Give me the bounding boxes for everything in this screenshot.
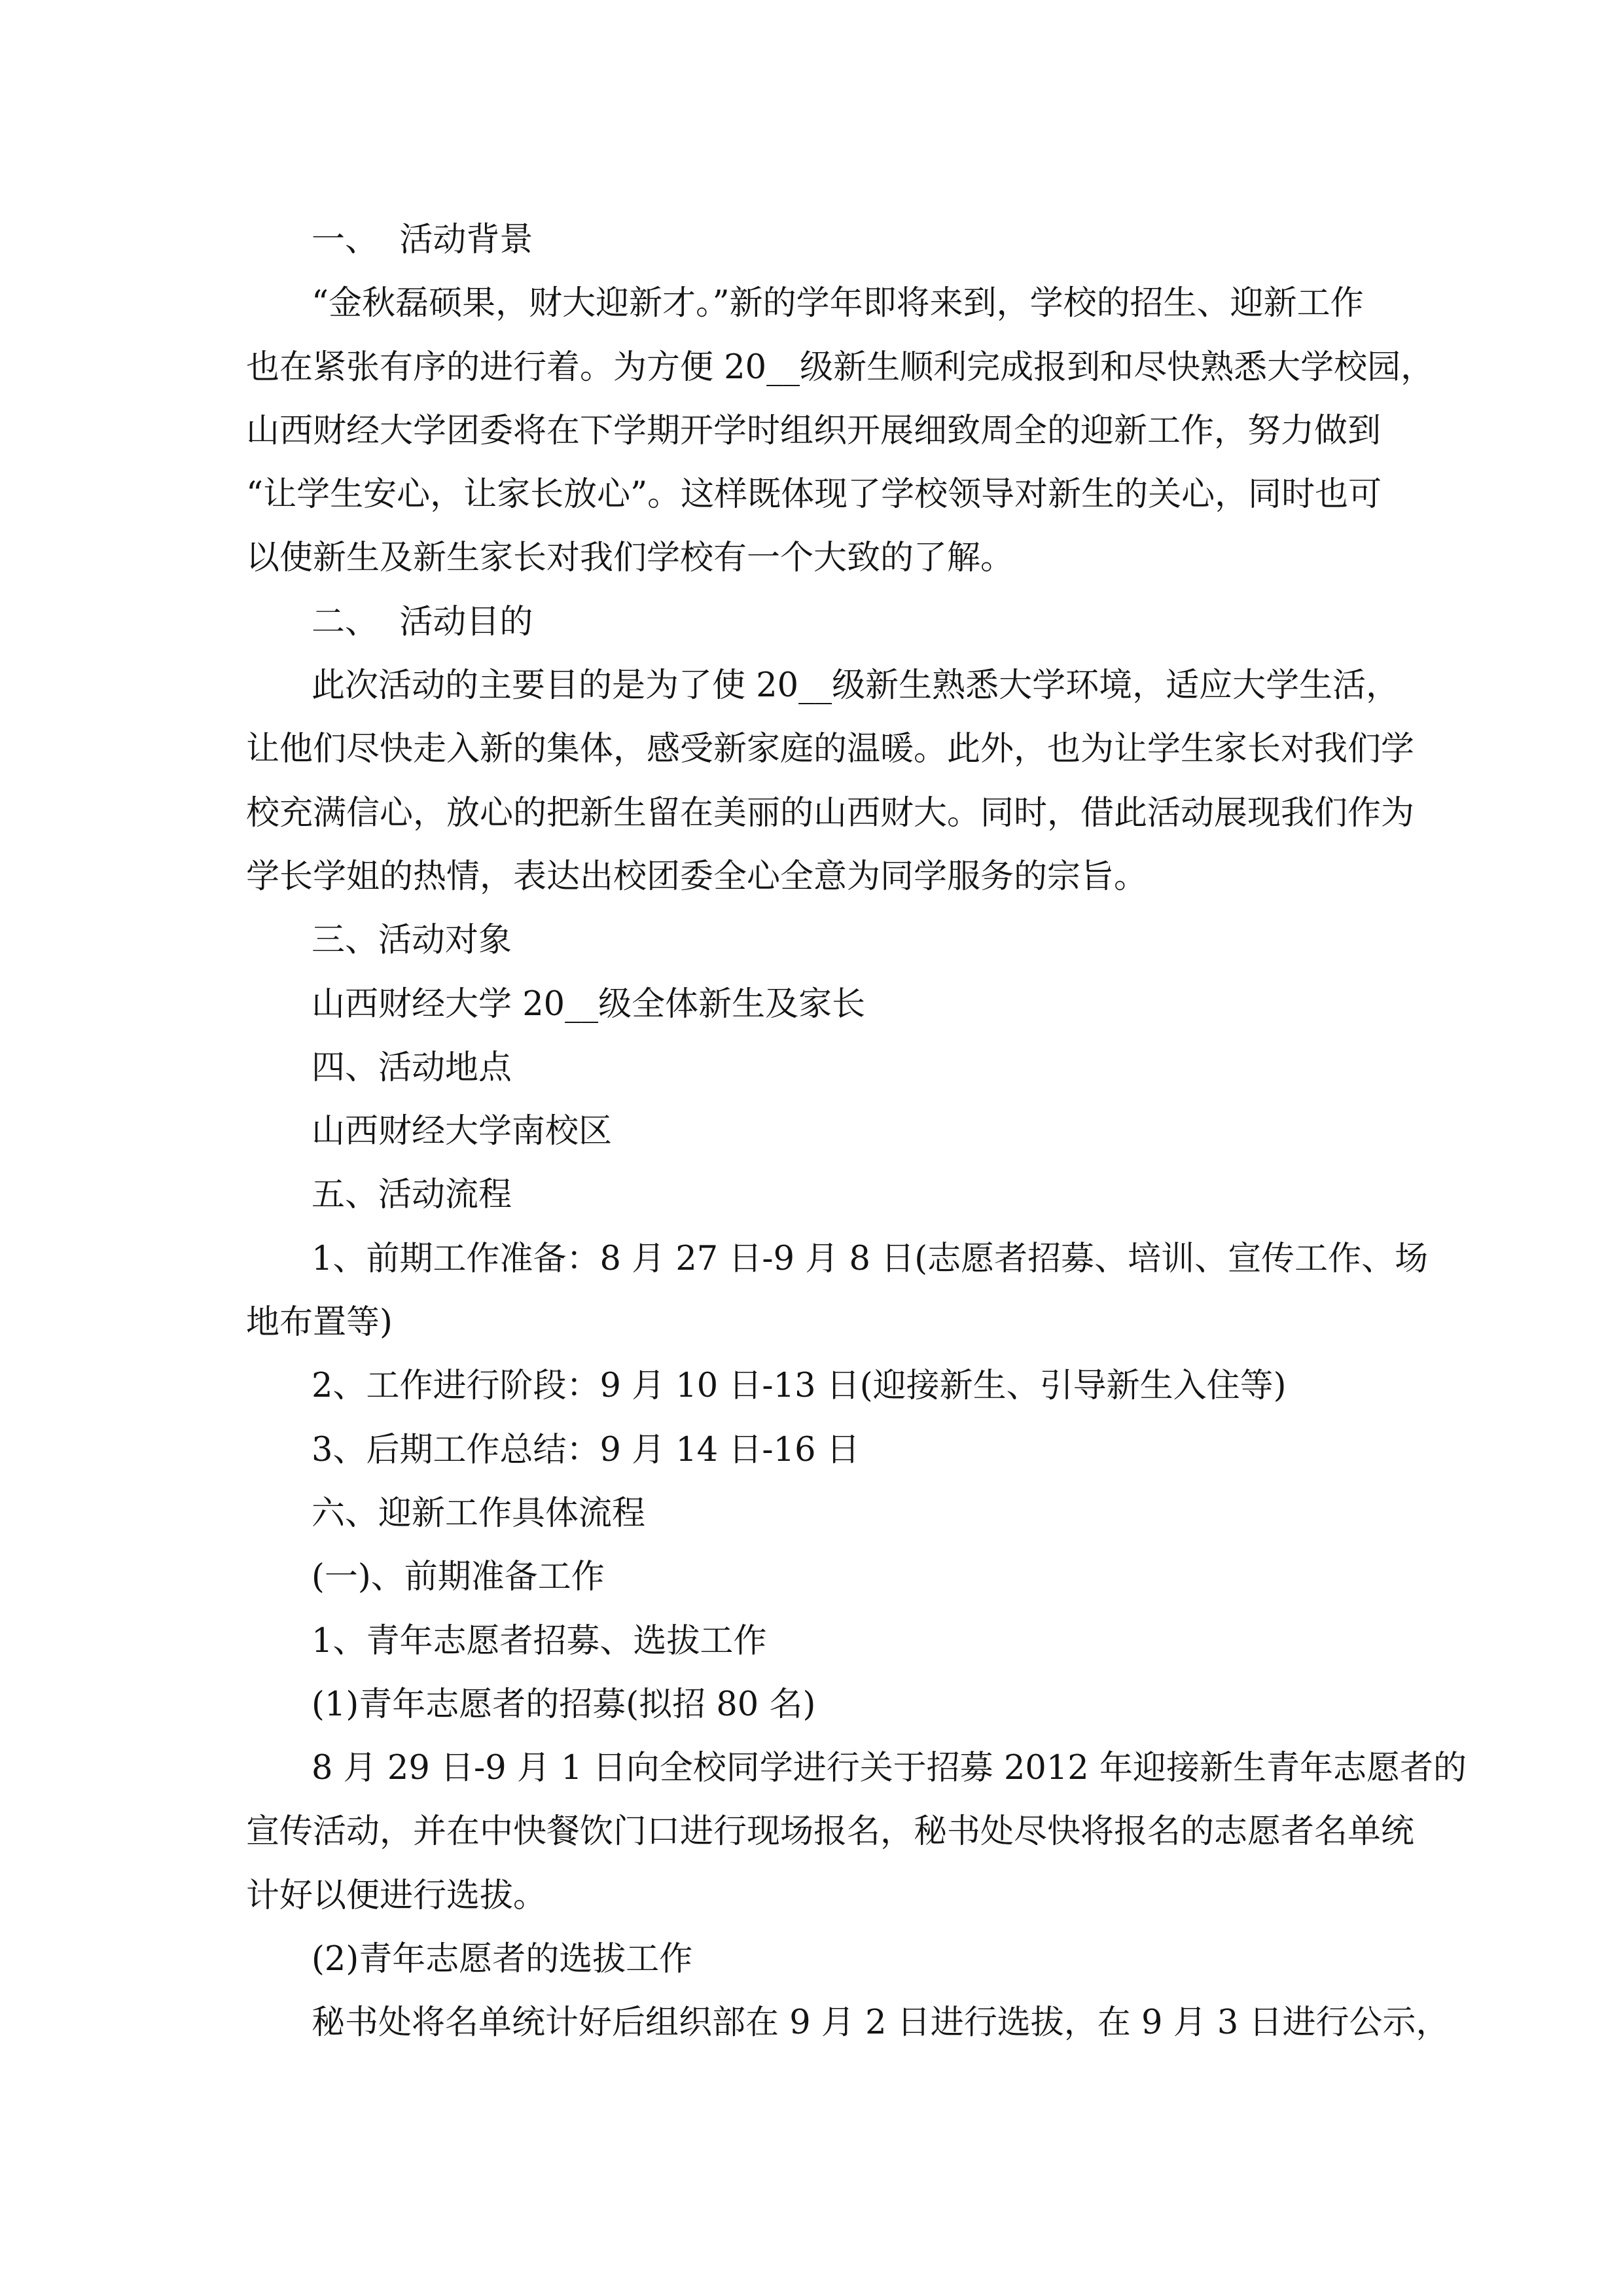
document-line: 山西财经大学 20__级全体新生及家长 [312,984,866,1024]
document-line: 2、工作进行阶段：9 月 10 日-13 日(迎接新生、引导新生入住等) [312,1367,1287,1406]
document-line: (一)、前期准备工作 [312,1558,605,1597]
document-line: 秘书处将名单统计好后组织部在 9 月 2 日进行选拔，在 9 月 3 日进行公示， [312,2003,1450,2043]
document-line: 校充满信心，放心的把新生留在美丽的山西财大。同时，借此活动展现我们作为 [246,793,1415,833]
document-line: 地布置等) [246,1303,393,1342]
document-line: (2)青年志愿者的选拔工作 [312,1940,693,1979]
document-line: “金秋磊硕果，财大迎新才。”新的学年即将来到，学校的招生、迎新工作 [312,284,1364,323]
document-line: 让他们尽快走入新的集体，感受新家庭的温暖。此外，也为让学生家长对我们学 [246,730,1415,769]
document-line: 也在紧张有序的进行着。为方便 20__级新生顺利完成报到和尽快熟悉大学校园， [246,348,1435,387]
document-line: “让学生安心，让家长放心”。这样既体现了学校领导对新生的关心，同时也可 [246,475,1382,514]
document-line: 8 月 29 日-9 月 1 日向全校同学进行关于招募 2012 年迎接新生青年志愿者的 [312,1749,1467,1788]
document-line: 山西财经大学南校区 [312,1112,613,1151]
document-line: 计好以便进行选拔。 [246,1876,547,1915]
document-line: 一、 活动背景 [312,221,533,259]
document-line: 宣传活动，并在中快餐饮门口进行现场报名，秘书处尽快将报名的志愿者名单统 [246,1812,1415,1852]
document-line: 1、青年志愿者招募、选拔工作 [312,1621,767,1660]
document-line: 二、 活动目的 [312,602,533,641]
document-body [246,208,1467,2055]
document-line: 以使新生及新生家长对我们学校有一个大致的了解。 [246,539,1014,578]
document-line: 六、迎新工作具体流程 [312,1494,646,1533]
document-line: 四、活动地点 [312,1048,512,1087]
document-line: 学长学姐的热情，表达出校团委全心全意为同学服务的宗旨。 [246,857,1148,896]
document-line: 3、后期工作总结：9 月 14 日-16 日 [312,1430,860,1469]
document-line: 1、前期工作准备：8 月 27 日-9 月 8 日(志愿者招募、培训、宣传工作、场 [312,1239,1429,1278]
document-line: 三、活动对象 [312,921,512,960]
document-line: 此次活动的主要目的是为了使 20__级新生熟悉大学环境，适应大学生活， [312,666,1400,706]
document-line: (1)青年志愿者的招募(拟招 80 名) [312,1685,816,1724]
document-line: 山西财经大学团委将在下学期开学时组织开展细致周全的迎新工作，努力做到 [246,411,1382,450]
document-line: 五、活动流程 [312,1175,512,1215]
